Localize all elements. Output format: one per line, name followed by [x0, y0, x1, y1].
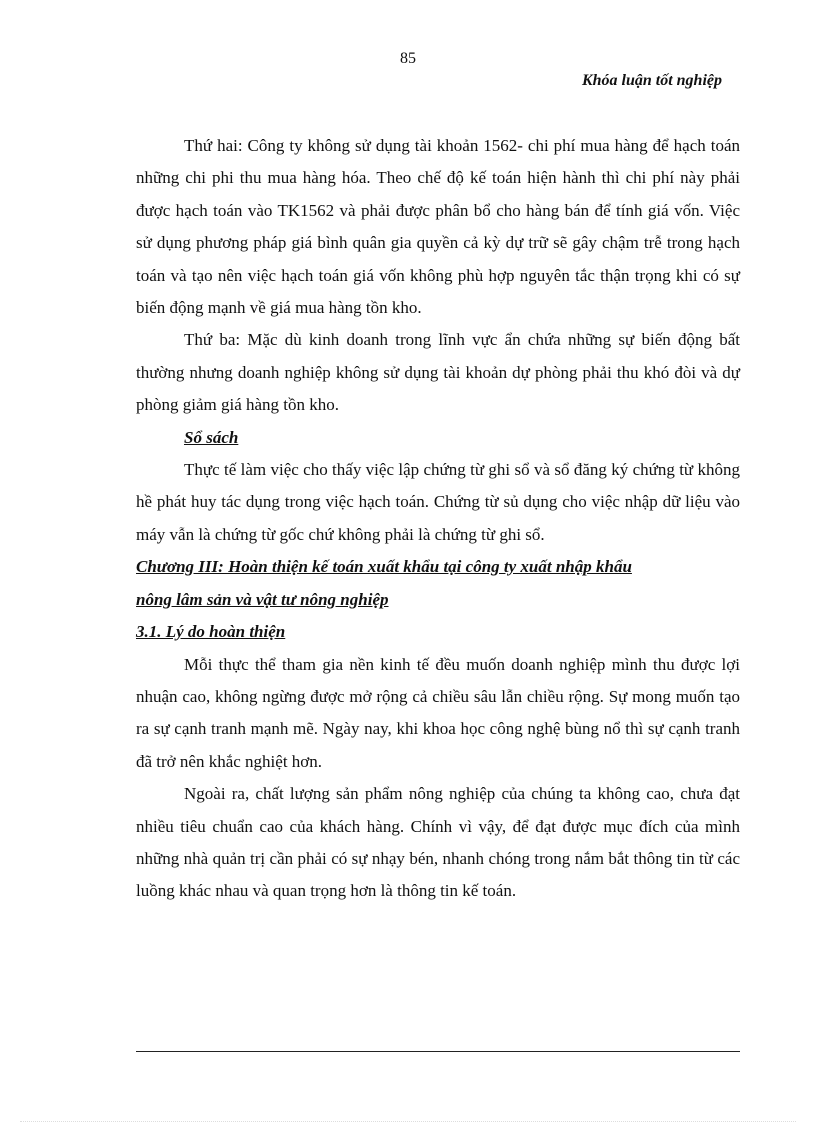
- section-heading-so-sach: Sổ sách: [184, 427, 239, 447]
- paragraph-so-sach: Thực tế làm việc cho thấy việc lập chứng từ ghi sổ và sổ đăng ký chứng từ không hề phát huy tác dụng trong việc hạch toán. Chứng từ sủ dụng cho việc nhập dữ liệu vào máy vẫn là chứng từ gốc chứ không phải là chứng từ ghi sổ.: [136, 460, 740, 544]
- chapter-title-line-2: nông lâm sản và vật tư nông nghiệp: [136, 589, 389, 609]
- section-heading-3-1: 3.1. Lý do hoàn thiện: [136, 622, 286, 642]
- paragraph-ly-do-1: Mỗi thực thể tham gia nền kinh tế đều muốn doanh nghiệp mình thu được lợi nhuận cao, không ngừng được mở rộng cả chiều sâu lẫn chiều rộng. Sự mong muốn tạo ra sự cạnh tranh mạnh mẽ. Ngày nay, khi khoa học công nghệ bùng nổ thì sự cạnh tranh đã trở nên khắc nghiệt hơn.: [136, 654, 740, 771]
- paragraph-thu-hai: Thứ hai: Công ty không sử dụng tài khoản 1562- chi phí mua hàng để hạch toán những chi phi thu mua hàng hóa. Theo chế độ kế toán hiện hành thì chi phí này phải được hạch toán vào TK1562 và phải được phân bổ cho hàng bán để tính giá vốn. Việc sử dụng phương pháp giá bình quân gia quyền cả kỳ dự trữ sẽ gây chậm trễ trong hạch toán và tạo nên việc hạch toán giá vốn không phù hợp nguyên tắc thận trọng khi có sự biến động mạnh về giá mua hàng tồn kho.: [136, 136, 740, 318]
- page-number: 85: [400, 50, 416, 67]
- paragraph-ly-do-2: Ngoài ra, chất lượng sản phẩm nông nghiệp của chúng ta không cao, chưa đạt nhiều tiêu chuẩn cao của khách hàng. Chính vì vậy, để đạt được mục đích của mình những nhà quản trị cần phải có sự nhạy bén, nhanh chóng trong nắm bắt thông tin từ các luồng khác nhau và quan trọng hơn là thông tin kế toán.: [136, 784, 740, 901]
- chapter-title-line-1: Chương III: Hoàn thiện kế toán xuất khẩu tại công ty xuất nhập khẩu: [136, 557, 632, 577]
- page-bottom-edge: [20, 1121, 796, 1122]
- paragraph-thu-ba: Thứ ba: Mặc dù kinh doanh trong lĩnh vực ẩn chứa những sự biến động bất thường nhưng doanh nghiệp không sử dụng tài khoản dự phòng phải thu khó đòi và dự phòng giảm giá hàng tồn kho.: [136, 330, 740, 415]
- footer-divider: [136, 1051, 740, 1052]
- running-header-title: Khóa luận tốt nghiệp: [581, 72, 722, 89]
- document-body: [136, 130, 740, 908]
